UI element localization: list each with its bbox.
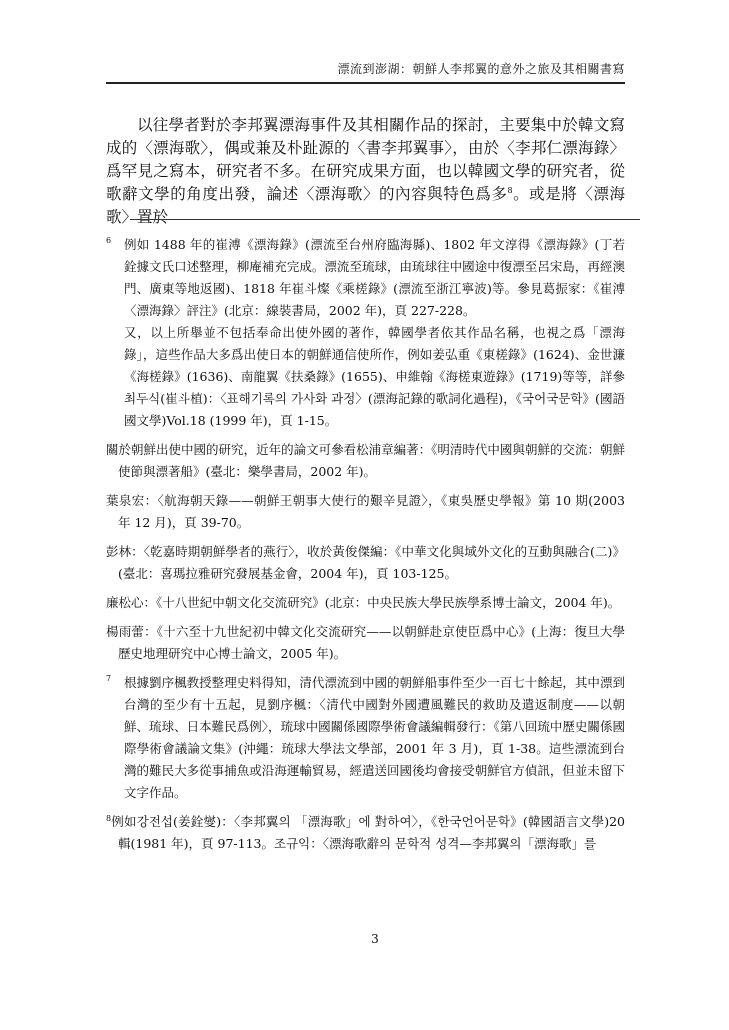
footnote-continuation bbox=[106, 439, 625, 483]
footnote-text: 葉泉宏：〈航海朝天錄——朝鮮王朝事大使行的艱辛見證〉，《東吳歷史學報》第 10 期(2003 年 12 月)，頁 39-70。 bbox=[106, 493, 625, 530]
body-text-part-2: 。或是將〈漂海歌〉置於 bbox=[106, 185, 625, 226]
body-paragraph bbox=[106, 114, 625, 229]
footnote-6 bbox=[106, 234, 625, 432]
footnote-text: 楊雨蕾：《十六至十九世紀初中韓文化交流研究——以朝鮮赴京使臣爲中心》(上海：復旦大學歷史地理研究中心博士論文，2005 年)。 bbox=[106, 624, 625, 661]
footnote-number: 7 bbox=[106, 674, 112, 683]
running-header: 漂流到澎湖：朝鮮人李邦翼的意外之旅及其相關書寫 bbox=[337, 62, 625, 76]
footnote-text: 例如 1488 年的崔溥《漂海錄》(漂流至台州府臨海縣)、1802 年文淳得《漂海錄》(丁若銓據文氏口述整理，柳庵補充完成。漂流至琉球，由琉球往中國途中復漂至呂宋島，再經澳門、廣東等地返國)、1818 年崔斗燦《乘槎錄》(漂流至浙江寧波)等。參見葛振家：《崔溥〈漂海錄〉評注》(北京：線裝書局，2002 年)，頁 227-228。 bbox=[124, 237, 625, 318]
footnote-text bbox=[106, 811, 625, 855]
footnote-reference[interactable]: 8 bbox=[507, 185, 513, 195]
header-rule bbox=[106, 82, 625, 84]
footnote-continuation bbox=[106, 621, 625, 665]
footnote-number: 8 bbox=[106, 813, 112, 823]
footnote-continuation bbox=[106, 490, 625, 534]
footnote-separator bbox=[130, 219, 640, 220]
footnote-8 bbox=[106, 811, 625, 855]
footnote-continuation bbox=[106, 541, 625, 585]
footnote-text-body: 例如강전섭(姜銓燮)：〈李邦翼의 「漂海歌」에 對하여〉，《한국언어문학》(韓國語言文學)20 輯(1981 年)，頁 97-113。조규익：〈漂海歌辭의 문학적 성격—李邦翼의「漂海歌」를 bbox=[111, 814, 625, 851]
footnote-7 bbox=[106, 672, 625, 804]
page-number: 3 bbox=[371, 932, 379, 946]
footnote-text: 廉松心：《十八世紀中朝文化交流研究》(北京：中央民族大學民族學系博士論文，2004 年)。 bbox=[106, 595, 621, 610]
footnote-text: 彭林：〈乾嘉時期朝鮮學者的燕行〉，收於黃俊傑編：《中華文化與域外文化的互動與融合(二)》(臺北：喜瑪拉雅研究發展基金會，2004 年)，頁 103-125。 bbox=[106, 544, 625, 581]
footnote-text: 根據劉序楓教授整理史料得知，清代漂流到中國的朝鮮船事件至少一百七十餘起，其中漂到台灣的至少有十五起，見劉序楓：〈清代中國對外國遭風難民的救助及遣返制度——以朝鮮、琉球、日本難民爲例〉，琉球中國關係國際學術會議編輯發行：《第八回琉中歷史關係國際學術會議論文集》(沖繩：琉球大學法文學部，2001 年 3 月)，頁 1-38。這些漂流到台灣的難民大多從事捕魚或沿海運輸貿易，經遣送回國後均會接受朝鮮官方偵訊，但並未留下文字作品。 bbox=[124, 675, 625, 800]
footnote-text: 又，以上所舉並不包括奉命出使外國的著作，韓國學者依其作品名稱，也視之爲「漂海錄」，這些作品大多爲出使日本的朝鮮通信使所作，例如姜弘重《東槎錄》(1624)、金世濂《海槎錄》(1636)、南龍翼《扶桑錄》(1655)、申維翰《海槎東遊錄》(1719)等等，詳參최두식(崔斗植)：〈표해기록의 가사화 과정〉(漂海記錄的歌詞化過程)，《국어국문학》(國語國文學)Vol.18 (1999 年)，頁 1-15。 bbox=[124, 325, 625, 428]
footnotes bbox=[106, 234, 625, 862]
footnote-number: 6 bbox=[106, 236, 112, 245]
footnote-continuation bbox=[106, 592, 625, 614]
body-text-part-1: 以往學者對於李邦翼漂海事件及其相關作品的探討，主要集中於韓文寫成的〈漂海歌〉，偶或兼及朴趾源的〈書李邦翼事〉，由於〈李邦仁漂海錄〉爲罕見之寫本，研究者不多。在研究成果方面，也以韓國文學的研究者，從歌辭文學的角度出發，論述〈漂海歌〉的內容與特色爲多 bbox=[106, 116, 625, 203]
footnote-text: 關於朝鮮出使中國的研究，近年的論文可參看松浦章編著：《明清時代中國與朝鮮的交流：朝鮮使節與漂著船》(臺北：樂學書局，2002 年)。 bbox=[106, 442, 625, 479]
